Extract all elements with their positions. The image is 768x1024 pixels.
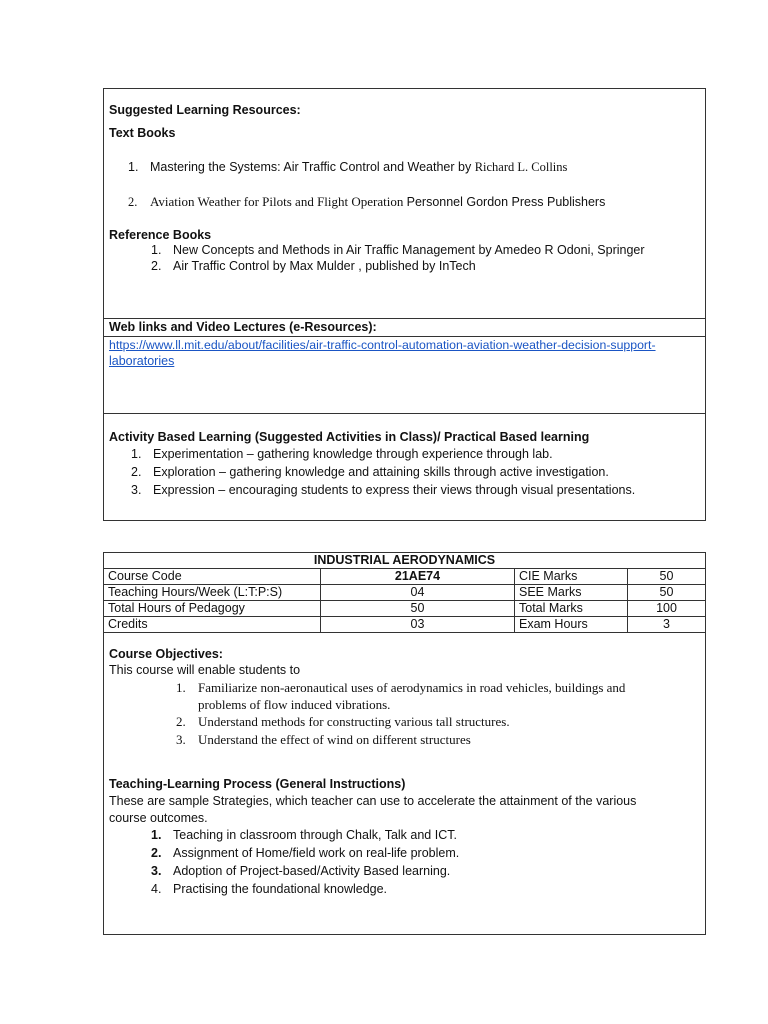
divider-web-2 bbox=[104, 336, 705, 337]
teaching-item: 1. Teaching in classroom through Chalk, Talk and ICT. bbox=[151, 828, 457, 842]
activity-heading: Activity Based Learning (Suggested Activities in Class)/ Practical Based learning bbox=[109, 430, 590, 444]
text-book-item: 1. Mastering the Systems: Air Traffic Control and Weather by Richard L. Collins bbox=[128, 160, 568, 174]
objective-item-continued: problems of flow induced vibrations. bbox=[198, 697, 391, 712]
activity-item: 1. Experimentation – gathering knowledge through experience through lab. bbox=[131, 447, 553, 461]
teaching-heading: Teaching-Learning Process (General Instructions) bbox=[109, 777, 406, 791]
activity-item: 3. Expression – encouraging students to express their views through visual presentations. bbox=[131, 483, 636, 497]
objectives-intro: This course will enable students to bbox=[109, 663, 301, 677]
reference-books-heading: Reference Books bbox=[109, 228, 212, 242]
table-row: Teaching Hours/Week (L:T:P:S) 04 SEE Marks 50 bbox=[104, 585, 706, 601]
course-title: INDUSTRIAL AERODYNAMICS bbox=[104, 553, 706, 569]
teaching-item: 3. Adoption of Project-based/Activity Based learning. bbox=[151, 864, 451, 878]
resources-box bbox=[103, 88, 706, 521]
reference-book-item: 2. Air Traffic Control by Max Mulder , published by InTech bbox=[151, 259, 476, 273]
table-row: Total Hours of Pedagogy 50 Total Marks 100 bbox=[104, 601, 706, 617]
objective-item: 3. Understand the effect of wind on different structures bbox=[176, 732, 471, 747]
teaching-intro: These are sample Strategies, which teacher can use to accelerate the attainment of the various bbox=[109, 794, 637, 808]
divider-web bbox=[104, 318, 705, 319]
divider-activity bbox=[104, 413, 705, 414]
table-row: Credits 03 Exam Hours 3 bbox=[104, 617, 706, 633]
web-link[interactable]: https://www.ll.mit.edu/about/facilities/air-traffic-control-automation-aviation-weather-decision-support- bbox=[109, 338, 656, 352]
objective-item: 1. Familiarize non-aeronautical uses of aerodynamics in road vehicles, buildings and bbox=[176, 680, 626, 695]
objective-item: 2. Understand methods for constructing various tall structures. bbox=[176, 714, 510, 729]
teaching-item: 2. Assignment of Home/field work on real-life problem. bbox=[151, 846, 460, 860]
text-book-item: 2. Aviation Weather for Pilots and Flight Operation Personnel Gordon Press Publishers bbox=[128, 194, 606, 209]
teaching-item: 4. Practising the foundational knowledge. bbox=[151, 882, 388, 896]
web-links-heading: Web links and Video Lectures (e-Resources): bbox=[109, 320, 377, 334]
suggested-resources-heading: Suggested Learning Resources: bbox=[109, 103, 301, 117]
table-row: Course Code 21AE74 CIE Marks 50 bbox=[104, 569, 706, 585]
course-info-table bbox=[103, 552, 706, 633]
activity-item: 2. Exploration – gathering knowledge and attaining skills through active investigation. bbox=[131, 465, 609, 479]
reference-book-item: 1. New Concepts and Methods in Air Traffic Management by Amedeo R Odoni, Springer bbox=[151, 243, 645, 257]
text-books-heading: Text Books bbox=[109, 126, 176, 140]
objectives-heading: Course Objectives: bbox=[109, 647, 223, 661]
web-link-continued[interactable]: laboratories bbox=[109, 354, 175, 368]
teaching-intro-continued: course outcomes. bbox=[109, 811, 208, 825]
objectives-box bbox=[103, 632, 706, 935]
